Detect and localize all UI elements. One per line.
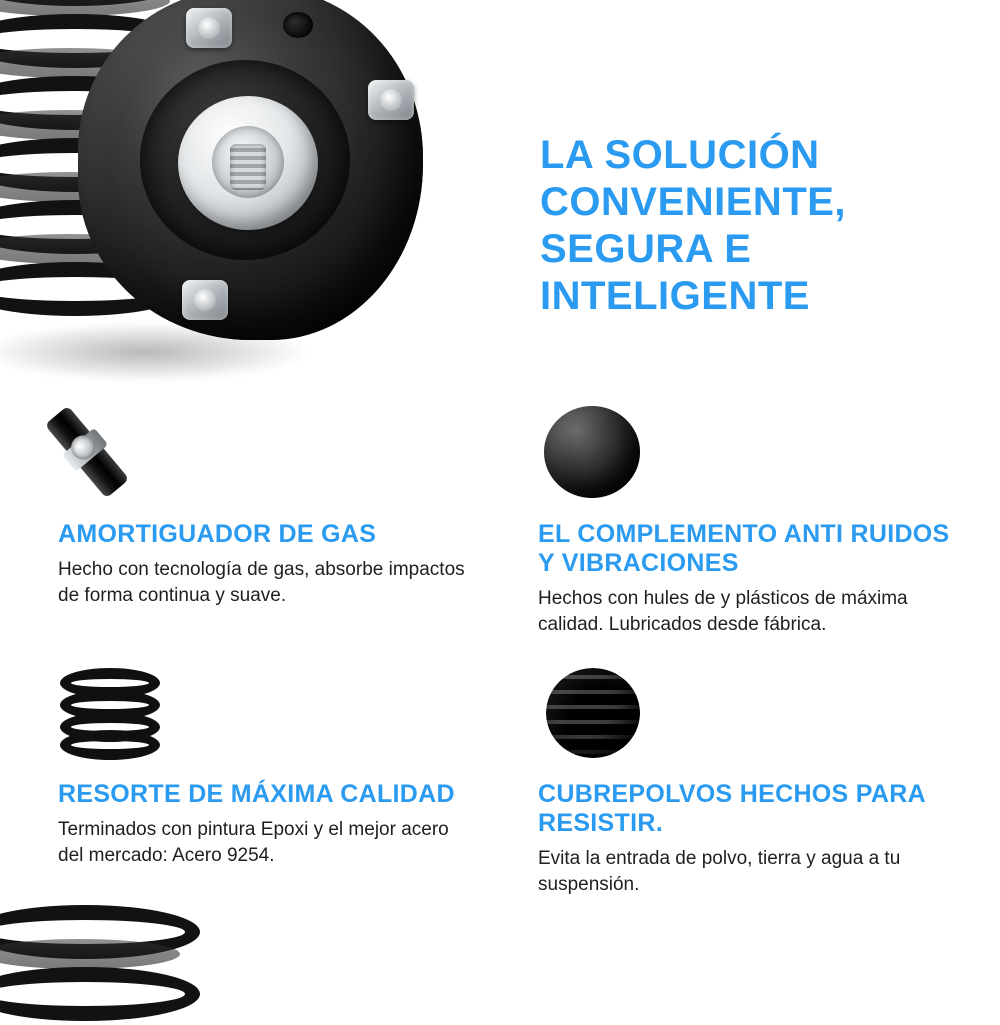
gas-shock-icon <box>58 400 166 508</box>
feature-title: AMORTIGUADOR DE GAS <box>58 520 377 548</box>
center-bearing-icon <box>178 96 318 230</box>
strut-mount-icon <box>78 0 423 340</box>
mounting-bolt-icon <box>368 80 414 120</box>
dust-boot-icon <box>538 660 646 768</box>
feature-title: CUBREPOLVOS HECHOS PARA RESISTIR. <box>538 780 926 837</box>
mounting-bolt-icon <box>186 8 232 48</box>
page-title: LA SOLUCIÓN CONVENIENTE, SEGURA E INTELIGENTE <box>540 132 847 319</box>
hero-product-image <box>0 0 480 400</box>
feature-title: RESORTE DE MÁXIMA CALIDAD <box>58 780 455 808</box>
mounting-bolt-icon <box>182 280 228 320</box>
mount-dimple-icon <box>283 12 313 38</box>
feature-description: Evita la entrada de polvo, tierra y agua a tu suspensión. <box>538 848 901 896</box>
feature-list <box>0 390 1000 950</box>
product-shadow <box>0 322 310 382</box>
feature-item-bushing <box>538 400 968 638</box>
rubber-bushing-icon <box>538 400 646 508</box>
feature-description: Hechos con hules de y plásticos de máxima calidad. Lubricados desde fábrica. <box>538 588 908 636</box>
feature-description: Hecho con tecnología de gas, absorbe impactos de forma continua y suave. <box>58 559 465 607</box>
threaded-stud-icon <box>230 144 266 190</box>
feature-item-dust-boot <box>538 660 968 898</box>
coil-spring-icon <box>58 660 166 768</box>
feature-item-gas-shock <box>58 400 488 609</box>
feature-title: EL COMPLEMENTO ANTI RUIDOS Y VIBRACIONES <box>538 520 950 577</box>
feature-item-spring <box>58 660 488 869</box>
feature-description: Terminados con pintura Epoxi y el mejor acero del mercado: Acero 9254. <box>58 819 449 867</box>
